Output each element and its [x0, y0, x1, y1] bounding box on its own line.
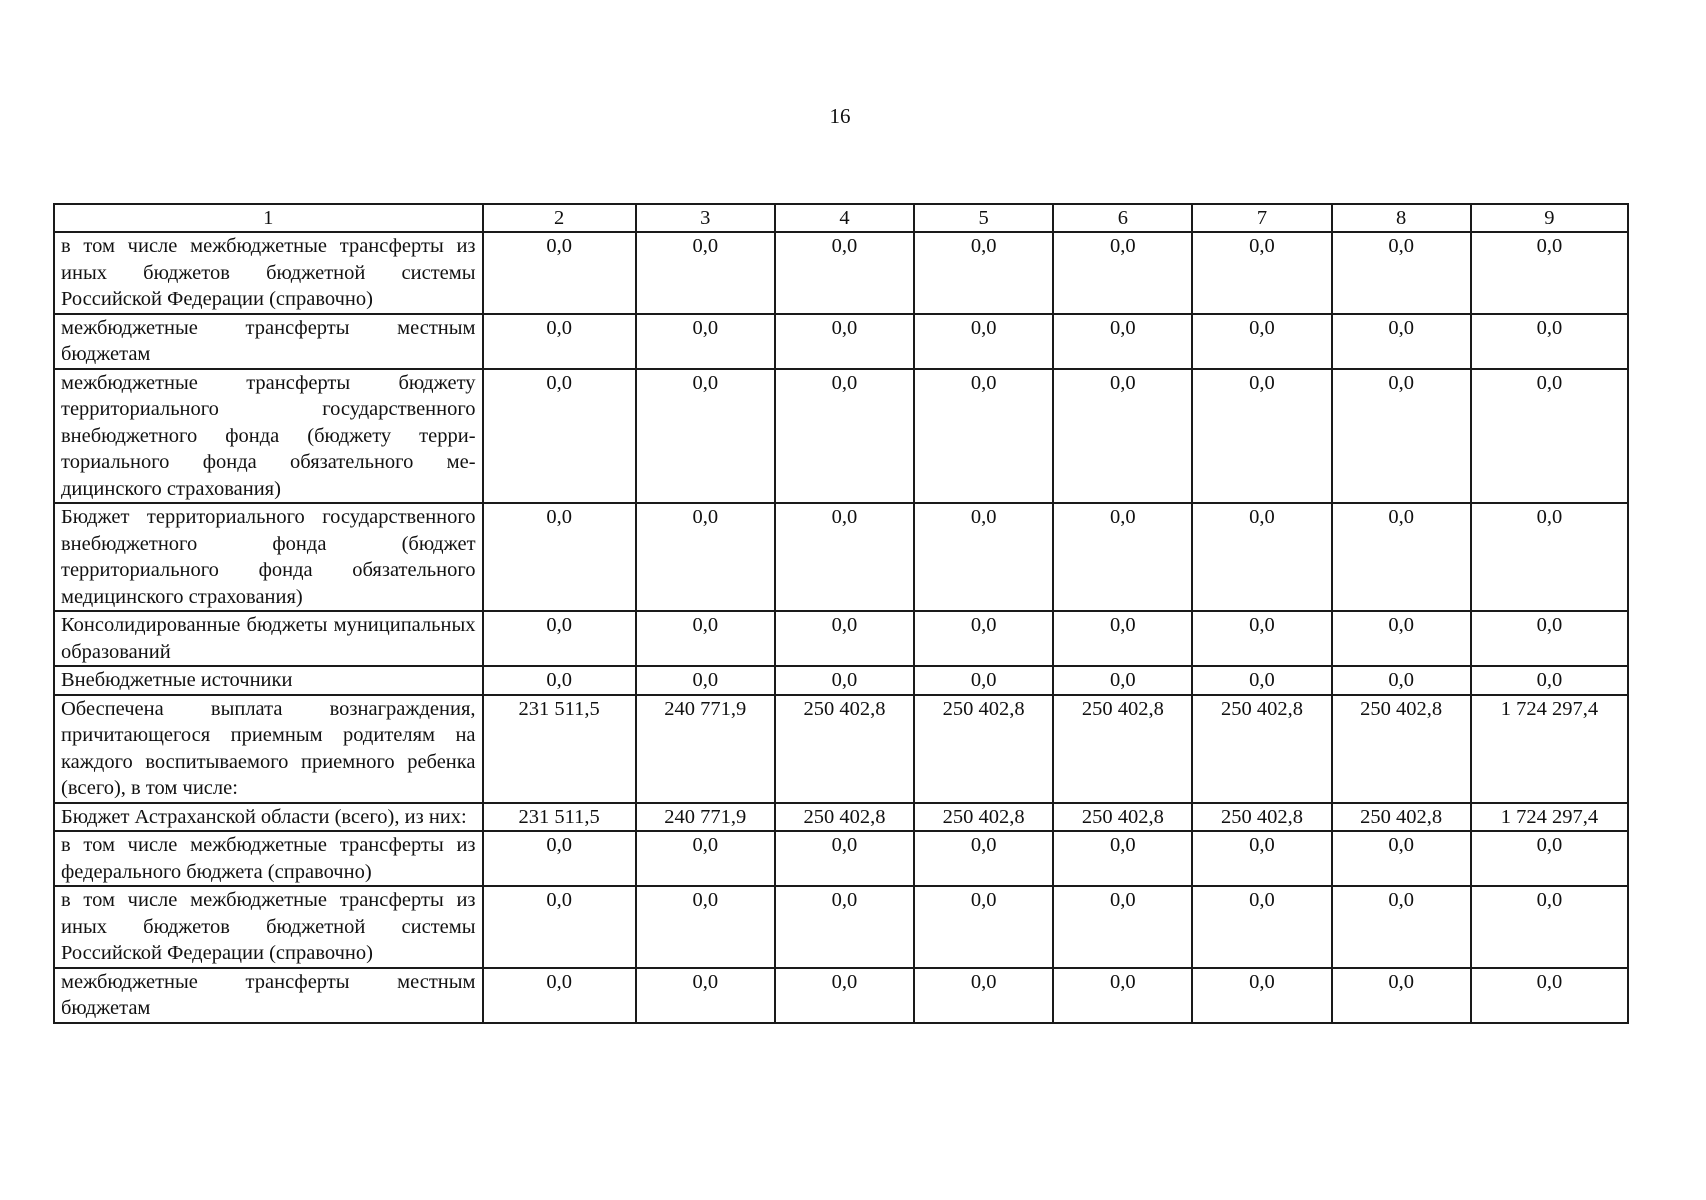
value-cell: 0,0 — [1053, 886, 1192, 968]
value-cell: 250 402,8 — [775, 803, 914, 832]
value-cell: 0,0 — [1053, 611, 1192, 666]
value-cell: 1 724 297,4 — [1471, 695, 1628, 803]
value-cell: 0,0 — [1053, 666, 1192, 695]
value-cell: 0,0 — [775, 831, 914, 886]
value-cell: 0,0 — [1192, 666, 1331, 695]
value-cell: 0,0 — [775, 369, 914, 504]
column-number: 6 — [1053, 204, 1192, 232]
value-cell: 231 511,5 — [483, 695, 636, 803]
value-cell: 250 402,8 — [1332, 695, 1471, 803]
value-cell: 0,0 — [1192, 886, 1331, 968]
value-cell: 0,0 — [775, 886, 914, 968]
value-cell: 0,0 — [775, 968, 914, 1023]
column-number: 7 — [1192, 204, 1331, 232]
value-cell: 0,0 — [636, 232, 775, 314]
value-cell: 250 402,8 — [1053, 803, 1192, 832]
column-number: 9 — [1471, 204, 1628, 232]
value-cell: 0,0 — [914, 369, 1053, 504]
value-cell: 0,0 — [775, 232, 914, 314]
value-cell: 0,0 — [1192, 831, 1331, 886]
value-cell: 0,0 — [483, 611, 636, 666]
value-cell: 0,0 — [1471, 886, 1628, 968]
value-cell: 0,0 — [1471, 314, 1628, 369]
value-cell: 0,0 — [483, 503, 636, 611]
value-cell: 250 402,8 — [775, 695, 914, 803]
value-cell: 0,0 — [1471, 831, 1628, 886]
value-cell: 0,0 — [1471, 611, 1628, 666]
value-cell: 0,0 — [1332, 831, 1471, 886]
value-cell: 240 771,9 — [636, 803, 775, 832]
value-cell: 0,0 — [1332, 314, 1471, 369]
value-cell: 240 771,9 — [636, 695, 775, 803]
column-number: 5 — [914, 204, 1053, 232]
value-cell: 0,0 — [1471, 503, 1628, 611]
row-label: Бюджет Астраханской области (всего), из них: — [54, 803, 483, 832]
value-cell: 0,0 — [1192, 503, 1331, 611]
table-row — [54, 232, 1628, 314]
row-label: межбюджетные трансферты местным бюджетам — [54, 314, 483, 369]
value-cell: 0,0 — [1332, 886, 1471, 968]
value-cell: 0,0 — [1471, 369, 1628, 504]
value-cell: 0,0 — [483, 968, 636, 1023]
value-cell: 0,0 — [1332, 369, 1471, 504]
table-row — [54, 503, 1628, 611]
value-cell: 0,0 — [1332, 968, 1471, 1023]
value-cell: 0,0 — [636, 886, 775, 968]
value-cell: 0,0 — [636, 314, 775, 369]
value-cell: 0,0 — [775, 503, 914, 611]
value-cell: 0,0 — [1192, 611, 1331, 666]
value-cell: 250 402,8 — [914, 803, 1053, 832]
value-cell: 250 402,8 — [1332, 803, 1471, 832]
row-label: Консолидированные бюджеты муниципальных образований — [54, 611, 483, 666]
value-cell: 231 511,5 — [483, 803, 636, 832]
page-number: 16 — [829, 104, 851, 128]
row-label: Бюджет территориального государственного внебюджетного фонда (бюджет территориального фонда обязательного медицинского страхования) — [54, 503, 483, 611]
value-cell: 0,0 — [636, 666, 775, 695]
table-body — [54, 204, 1628, 1023]
value-cell: 1 724 297,4 — [1471, 803, 1628, 832]
column-number: 1 — [54, 204, 483, 232]
value-cell: 0,0 — [914, 314, 1053, 369]
table-row — [54, 968, 1628, 1023]
value-cell: 0,0 — [1471, 968, 1628, 1023]
value-cell: 0,0 — [775, 666, 914, 695]
value-cell: 0,0 — [914, 968, 1053, 1023]
value-cell: 0,0 — [483, 369, 636, 504]
value-cell: 0,0 — [483, 831, 636, 886]
value-cell: 250 402,8 — [1192, 803, 1331, 832]
value-cell: 0,0 — [914, 831, 1053, 886]
value-cell: 0,0 — [636, 369, 775, 504]
value-cell: 0,0 — [1471, 232, 1628, 314]
budget-table-container — [53, 203, 1629, 1024]
value-cell: 0,0 — [1192, 232, 1331, 314]
row-label: в том числе межбюджетные трансферты из иных бюджетов бюджетной системы Российской Федерации (справочно) — [54, 232, 483, 314]
value-cell: 0,0 — [1192, 314, 1331, 369]
value-cell: 250 402,8 — [1192, 695, 1331, 803]
value-cell: 0,0 — [1192, 968, 1331, 1023]
table-row — [54, 886, 1628, 968]
value-cell: 0,0 — [914, 503, 1053, 611]
value-cell: 0,0 — [1053, 831, 1192, 886]
table-row — [54, 803, 1628, 832]
column-number: 4 — [775, 204, 914, 232]
table-row — [54, 611, 1628, 666]
value-cell: 0,0 — [775, 314, 914, 369]
value-cell: 0,0 — [1332, 611, 1471, 666]
row-label: Внебюджетные источники — [54, 666, 483, 695]
value-cell: 0,0 — [483, 886, 636, 968]
column-number: 2 — [483, 204, 636, 232]
value-cell: 0,0 — [483, 232, 636, 314]
value-cell: 0,0 — [1332, 232, 1471, 314]
value-cell: 0,0 — [483, 314, 636, 369]
row-label: в том числе межбюджетные трансферты из федерального бюджета (справочно) — [54, 831, 483, 886]
value-cell: 0,0 — [1192, 369, 1331, 504]
value-cell: 0,0 — [636, 611, 775, 666]
value-cell: 0,0 — [1053, 503, 1192, 611]
table-row — [54, 369, 1628, 504]
value-cell: 250 402,8 — [914, 695, 1053, 803]
row-label: в том числе межбюджетные трансферты из иных бюджетов бюджетной системы Российской Федерации (справочно) — [54, 886, 483, 968]
value-cell: 0,0 — [914, 232, 1053, 314]
column-number: 8 — [1332, 204, 1471, 232]
value-cell: 0,0 — [775, 611, 914, 666]
value-cell: 0,0 — [1053, 369, 1192, 504]
value-cell: 0,0 — [914, 611, 1053, 666]
value-cell: 0,0 — [1332, 503, 1471, 611]
table-row — [54, 314, 1628, 369]
column-number: 3 — [636, 204, 775, 232]
table-row — [54, 831, 1628, 886]
value-cell: 0,0 — [636, 503, 775, 611]
value-cell: 0,0 — [1471, 666, 1628, 695]
value-cell: 0,0 — [914, 666, 1053, 695]
budget-table — [53, 203, 1629, 1024]
value-cell: 0,0 — [636, 968, 775, 1023]
table-row — [54, 666, 1628, 695]
row-label: межбюджетные трансферты бюджету территориального государственного внебюджетного фонда (бюджету территориального фонда обязательного медицинского страхования) — [54, 369, 483, 504]
value-cell: 0,0 — [1332, 666, 1471, 695]
value-cell: 0,0 — [483, 666, 636, 695]
value-cell: 250 402,8 — [1053, 695, 1192, 803]
value-cell: 0,0 — [1053, 314, 1192, 369]
row-label: Обеспечена выплата вознаграждения, причитающегося приемным родителям на каждого воспитываемого приемного ребенка (всего), в том числе: — [54, 695, 483, 803]
value-cell: 0,0 — [636, 831, 775, 886]
row-label: межбюджетные трансферты местным бюджетам — [54, 968, 483, 1023]
value-cell: 0,0 — [914, 886, 1053, 968]
table-row — [54, 695, 1628, 803]
value-cell: 0,0 — [1053, 968, 1192, 1023]
value-cell: 0,0 — [1053, 232, 1192, 314]
column-number-row — [54, 204, 1628, 232]
